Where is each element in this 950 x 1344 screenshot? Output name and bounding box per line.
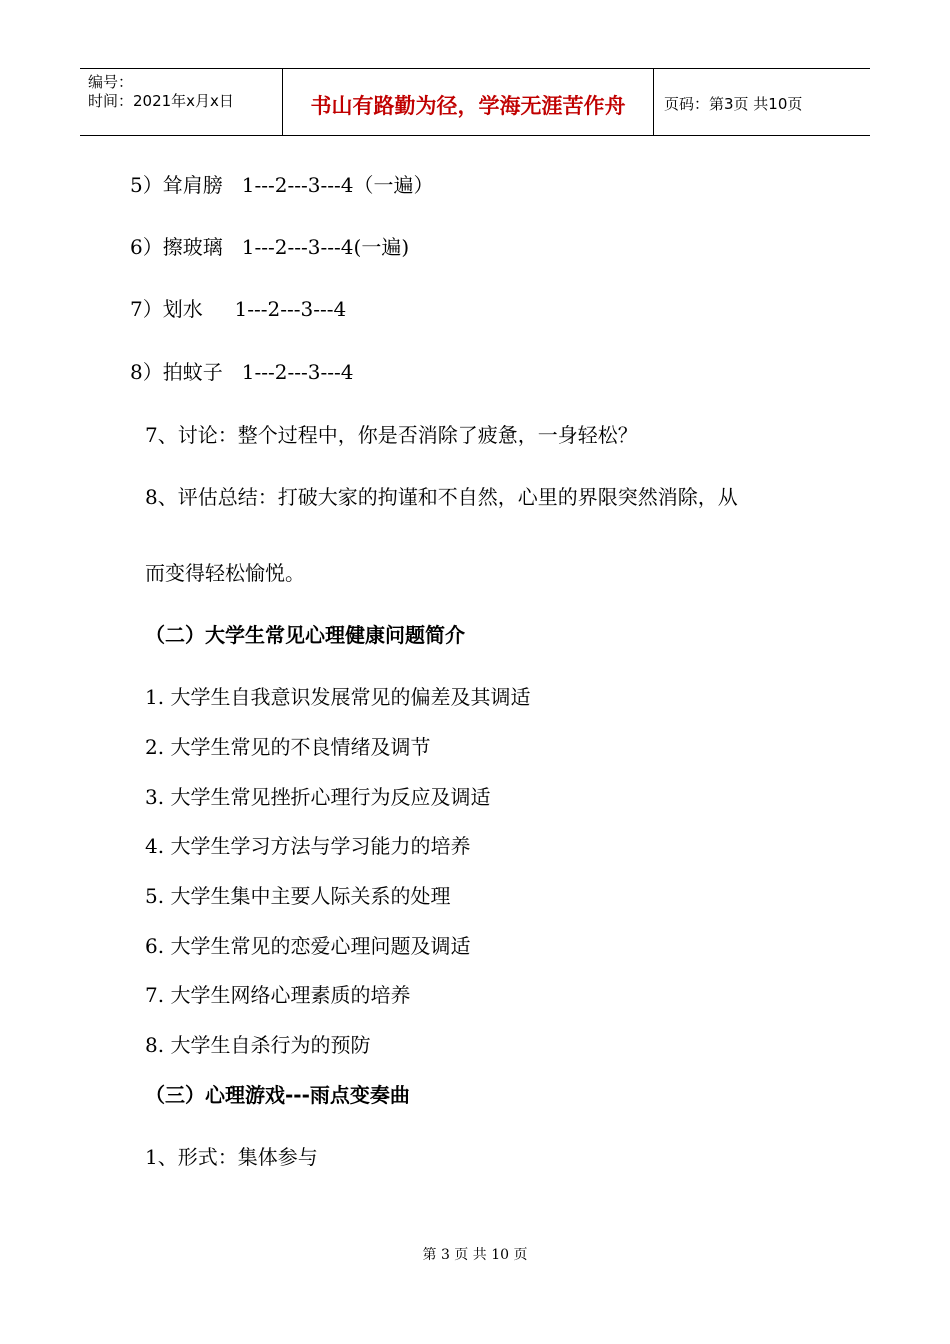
discussion-text: 7、讨论：整个过程中，你是否消除了疲惫，一身轻松？ [145,423,638,447]
list-item: 3. 大学生常见挫折心理行为反应及调适 [145,785,491,809]
list-item: 6. 大学生常见的恋爱心理问题及调适 [145,934,471,958]
list-item: 4. 大学生学习方法与学习能力的培养 [145,834,471,858]
exercise-item: 5）耸肩膀 1---2---3---4（一遍） [130,173,434,197]
page-info: 页码：第3页 共10页 [664,95,803,113]
serial-label: 编号： [88,73,134,91]
section-heading: （三）心理游戏---雨点变奏曲 [145,1083,410,1107]
list-item: 5. 大学生集中主要人际关系的处理 [145,884,451,908]
form-item: 1、形式：集体参与 [145,1145,318,1169]
page-header [80,68,870,136]
exercise-item: 8）拍蚊子 1---2---3---4 [130,360,354,384]
summary-text: 8、评估总结：打破大家的拘谨和不自然，心里的界限突然消除，从 [145,485,738,509]
section-heading: （二）大学生常见心理健康问题简介 [145,623,465,647]
list-item: 7. 大学生网络心理素质的培养 [145,983,411,1007]
summary-text-continued: 而变得轻松愉悦。 [145,561,305,585]
date-label: 时间：2021年x月x日 [88,92,234,110]
list-item: 1. 大学生自我意识发展常见的偏差及其调适 [145,685,531,709]
motto: 书山有路勤为径，学海无涯苦作舟 [310,94,626,118]
header-motto-cell [282,69,654,135]
list-item: 8. 大学生自杀行为的预防 [145,1033,371,1057]
list-item: 2. 大学生常见的不良情绪及调节 [145,735,431,759]
header-meta-cell [80,69,282,135]
page-footer: 第 3 页 共 10 页 [422,1247,528,1263]
exercise-item: 7）划水 1---2---3---4 [130,297,347,321]
exercise-item: 6）擦玻璃 1---2---3---4(一遍) [130,235,410,259]
header-page-cell [654,69,870,135]
